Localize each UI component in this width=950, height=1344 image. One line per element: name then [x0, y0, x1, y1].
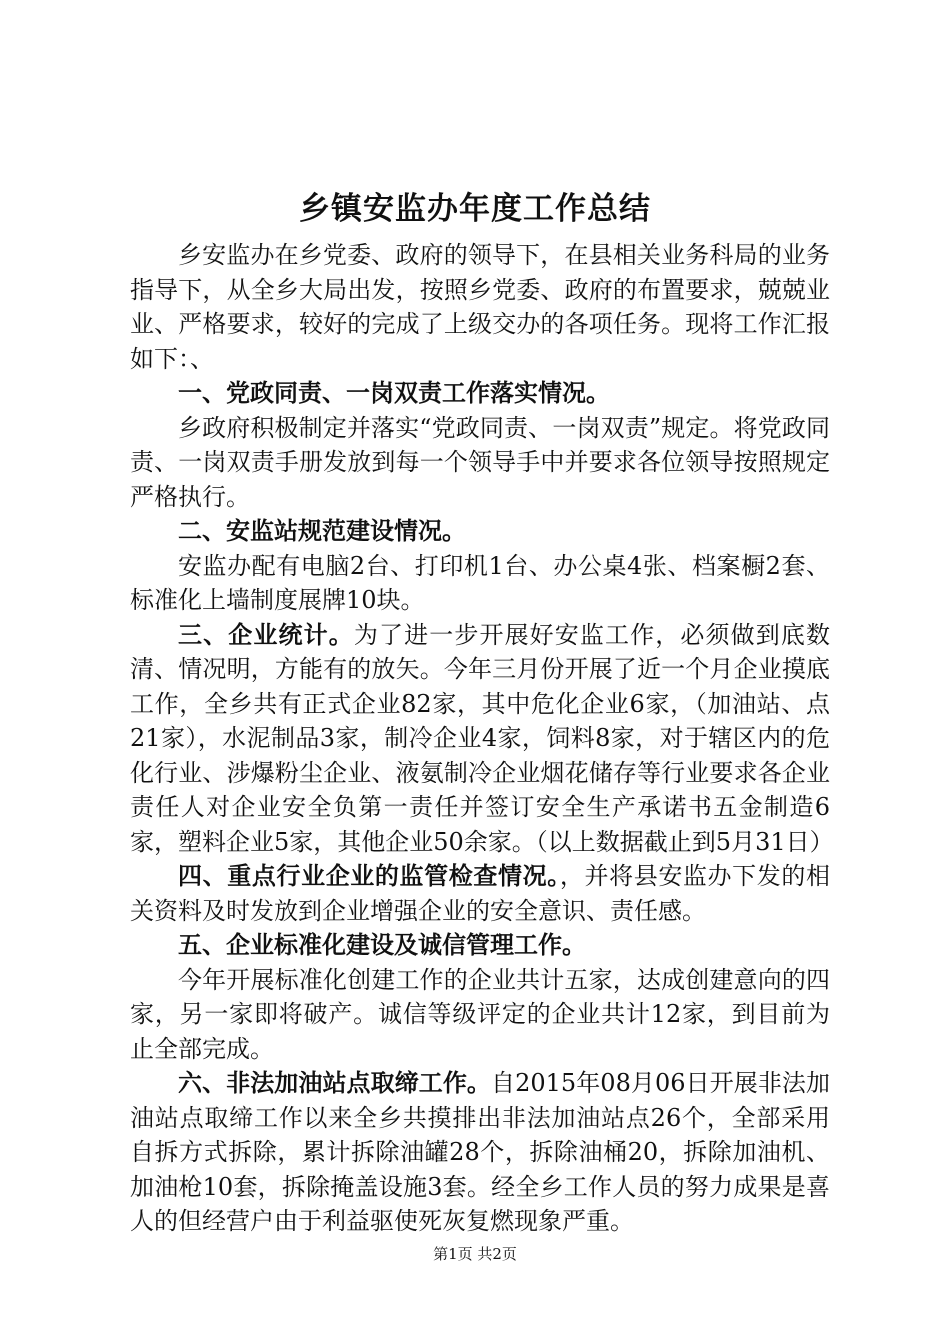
section-heading: 二、安监站规范建设情况。 [178, 517, 466, 545]
section-heading: 三、企业统计。 [178, 620, 354, 649]
paragraph-text: 今年开展标准化创建工作的企业共计五家，达成创建意向的四家，另一家即将破产。诚信等级评定的企业共计12家，到目前为止全部完成。 [130, 965, 830, 1063]
section-heading: 一、党政同责、一岗双责工作落实情况。 [178, 379, 610, 407]
paragraph-text: 乡安监办在乡党委、政府的领导下，在县相关业务科局的业务指导下，从全乡大局出发，按照乡党委、政府的布置要求，兢兢业业、严格要求，较好的完成了上级交办的各项任务。现将工作汇报如下：、 [130, 241, 830, 373]
document-body [130, 238, 834, 1239]
page-title: 乡镇安监办年度工作总结 [299, 191, 651, 227]
paragraph [130, 859, 830, 928]
paragraph-text: 为了进一步开展好安监工作，必须做到底数清、情况明，方能有的放矢。今年三月份开展了近一个月企业摸底工作，全乡共有正式企业82家，其中危化企业6家，（加油站、点21家），水泥制品3家，制冷企业4家，饲料8家，对于辖区内的危化行业、涉爆粉尘企业、液氨制冷企业烟花储存等行业要求各企业责任人对企业安全负第一责任并签订安全生产承诺书五金制造6家，塑料企业5家，其他企业50余家。（以上数据截止到5月31日） [130, 620, 834, 856]
section-heading: 六、非法加油站点取缔工作。 [178, 1069, 491, 1097]
paragraph [130, 928, 830, 963]
paragraph [130, 514, 830, 549]
paragraph [130, 1066, 830, 1239]
paragraph [130, 963, 830, 1067]
paragraph-text: 乡政府积极制定并落实“党政同责、一岗双责”规定。将党政同责、一岗双责手册发放到每一个领导手中并要求各位领导按照规定严格执行。 [130, 413, 830, 511]
paragraph-text: ，并将县安监办下发的相关资料及时发放到企业增强企业的安全意识、责任感。 [130, 862, 831, 925]
section-heading: 五、企业标准化建设及诚信管理工作。 [178, 931, 586, 959]
paragraph [130, 618, 834, 860]
paragraph [130, 238, 830, 376]
section-heading: 四、重点行业企业的监管检查情况。 [178, 862, 560, 890]
paragraph [130, 376, 830, 411]
paragraph-text: 安监办配有电脑2台、打印机1台、办公桌4张、档案橱2套、标准化上墙制度展牌10块。 [130, 551, 830, 614]
page-footer: 第1页 共2页 [433, 1245, 517, 1263]
paragraph-text: 自2015年08月06日开展非法加油站点取缔工作以来全乡共摸排出非法加油站点26个，全部采用自拆方式拆除，累计拆除油罐28个，拆除油桶20，拆除加油机、加油枪10套，拆除掩盖设施3套。经全乡工作人员的努力成果是喜人的但经营户由于利益驱使死灰复燃现象严重。 [130, 1069, 831, 1235]
paragraph [130, 411, 830, 515]
paragraph [130, 549, 830, 618]
